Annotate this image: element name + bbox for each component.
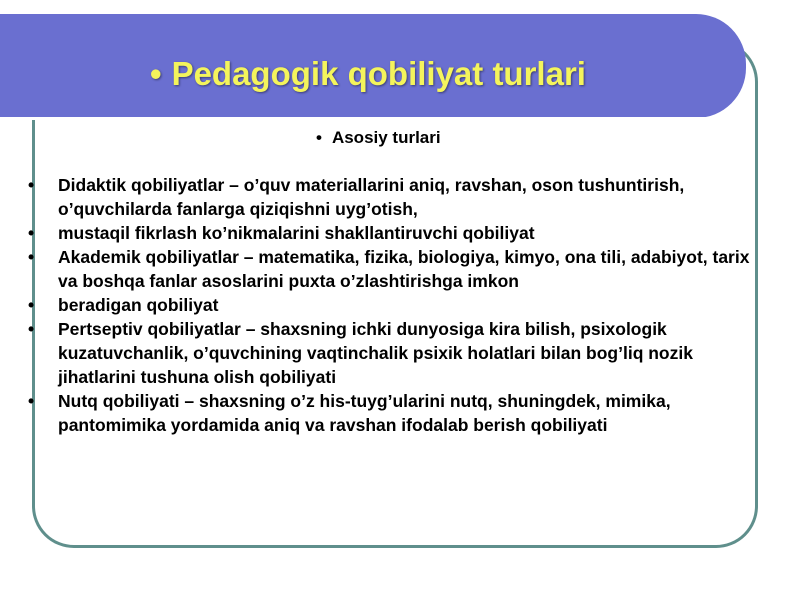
bullet-list <box>28 173 768 437</box>
slide-subtitle <box>316 126 441 150</box>
slide-subtitle-text: Asosiy turlari <box>331 128 441 147</box>
list-item: • Akademik qobiliyatlar – matematika, fizika, biologiya, kimyo, ona tili, adabiyot, tarix va boshqa fanlar asoslarini puxta o’zlashtirishga imkon <box>28 245 768 293</box>
slide-title-text: Pedagogik qobiliyat turlari <box>171 55 586 92</box>
list-item: • beradigan qobiliyat <box>28 293 768 317</box>
title-bullet-icon: • <box>150 55 162 92</box>
list-item: • Nutq qobiliyati – shaxsning o’z his-tuyg’ularini nutq, shuningdek, mimika, pantomimika yordamida aniq va ravshan ifodalab berish qobiliyati <box>28 389 768 437</box>
title-underline <box>0 117 708 120</box>
subtitle-bullet-icon: • <box>316 128 322 147</box>
title-bar <box>0 14 746 118</box>
list-item: • mustaqil fikrlash ko’nikmalarini shakllantiruvchi qobiliyat <box>28 221 768 245</box>
slide-title <box>150 54 586 94</box>
list-item: • Didaktik qobiliyatlar – o’quv materiallarini aniq, ravshan, oson tushuntirish, o’quvchilarda fanlarga qiziqishni uyg’otish, <box>28 173 768 221</box>
list-item: • Pertseptiv qobiliyatlar – shaxsning ichki dunyosiga kira bilish, psixologik kuzatuvchanlik, o’quvchining vaqtinchalik psixik holatlari bilan bog’liq nozik jihatlarini tushuna olish qobiliyati <box>28 317 768 389</box>
